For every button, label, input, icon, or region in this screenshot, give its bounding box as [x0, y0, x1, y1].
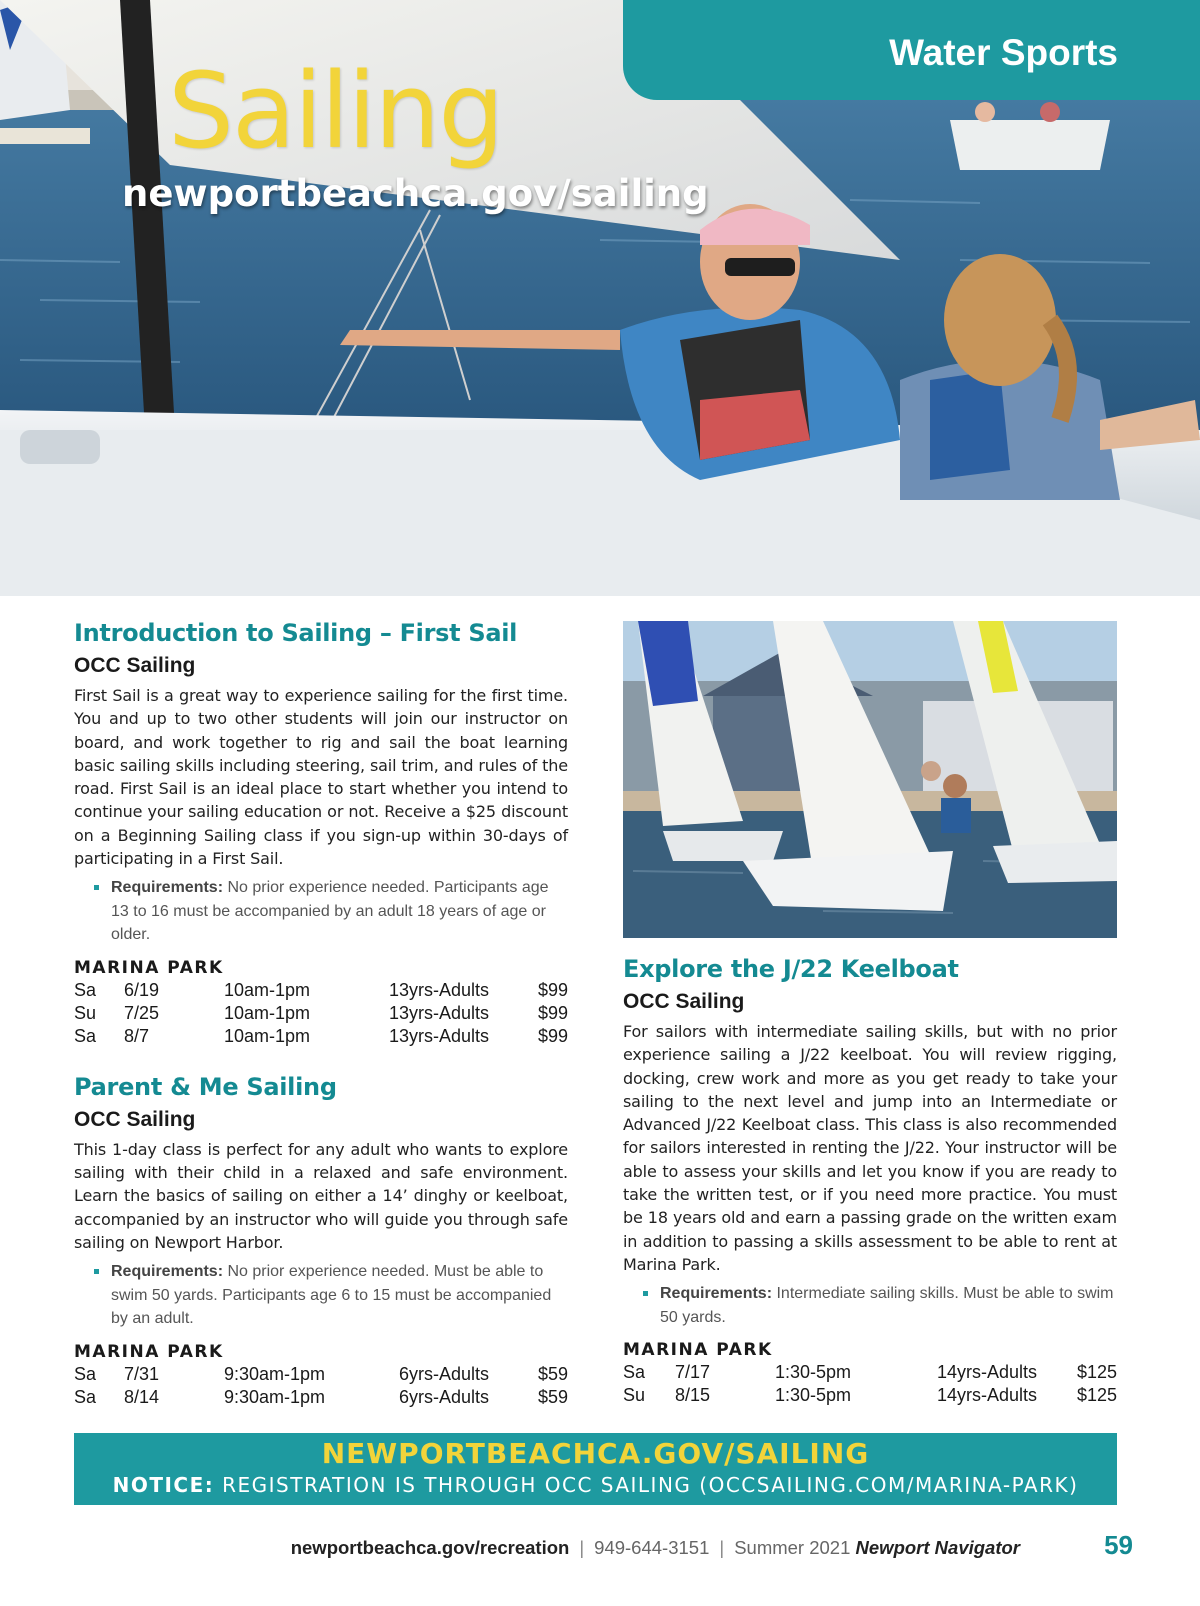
- schedule-time: 1:30-5pm: [775, 1385, 852, 1406]
- notice-banner: [74, 1433, 1117, 1505]
- section-tab-label: Water Sports: [889, 32, 1118, 73]
- schedule-date: 7/25: [124, 1002, 160, 1023]
- first-sail-description: First Sail is a great way to experience sailing for the first time. You and up to two other students will join our instructor on board, and work together to rig and sail the boat learning basic sailing skills including steering, sail trim, and rules of the road. First Sail is an ideal place to start whether you intend to continue your sailing education or not. Receive a $25 discount on a Beginning Sailing class if you sign-up within 30-days of participating in a First Sail.: [74, 686, 568, 869]
- schedule-age: 13yrs-Adults: [389, 979, 490, 1000]
- first-sail-requirements: [74, 876, 568, 947]
- schedule-date: 8/14: [124, 1386, 160, 1407]
- schedule-day: Su: [623, 1385, 646, 1406]
- schedule-day: Sa: [623, 1362, 646, 1383]
- requirements-text: No prior experience needed. Must be able to swim 50 yards. Participants age 6 to 15 must be accompanied by an adult.: [111, 1263, 552, 1328]
- schedule-time: 10am-1pm: [224, 1025, 311, 1046]
- parent-me-description: This 1-day class is perfect for any adult who wants to explore sailing with their child in a relaxed and safe environment. Learn the basics of sailing on either a 14’ dinghy or keelboat, accompanied by an instructor who will guide you through safe sailing on Newport Harbor.: [74, 1139, 568, 1253]
- table-row: [623, 1361, 1117, 1384]
- schedule-date: 8/15: [675, 1385, 711, 1406]
- footer-url-link[interactable]: newportbeachca.gov/recreation: [290, 1537, 570, 1558]
- footer-season: Summer 2021: [734, 1537, 851, 1558]
- table-row: [74, 1363, 568, 1386]
- schedule-date: 7/17: [675, 1362, 711, 1383]
- requirements-label: Requirements:: [111, 879, 224, 897]
- parent-me-schedule: [74, 1363, 568, 1409]
- keelboat-provider: OCC Sailing: [623, 990, 745, 1013]
- schedule-price: $99: [537, 1002, 568, 1023]
- schedule-date: 8/7: [124, 1025, 150, 1046]
- section-tab: [623, 0, 1200, 100]
- keelboat-photo-illustration: [623, 621, 1117, 938]
- keelboat-location: MARINA PARK: [623, 1340, 773, 1361]
- notice-body: REGISTRATION IS THROUGH OCC SAILING (OCCSAILING.COM/MARINA-PARK): [214, 1473, 1079, 1497]
- keelboat-description: For sailors with intermediate sailing skills, but with no prior experience sailing a J/22 keelboat. You will review rigging, docking, crew work and more as you get ready to take your sailing to the next level and jump into an Intermediate or Advanced J/22 Keelboat class. This class is also recommended for sailors interested in renting the J/22. Your instructor will be able to assess your skills and let you know if you are ready to take the written test, or if you need more practice. You must be 18 years old and earn a passing grade on the written exam in addition to passing a skills assessment to be able to rent at Marina Park.: [623, 1022, 1117, 1274]
- table-row: [74, 979, 568, 1002]
- schedule-price: $99: [537, 979, 568, 1000]
- bullet-icon: [643, 1291, 648, 1296]
- schedule-day: Su: [74, 1002, 97, 1023]
- schedule-age: 14yrs-Adults: [937, 1362, 1038, 1383]
- parent-me-section: [74, 1070, 568, 1409]
- page-footer: [291, 1537, 1020, 1559]
- schedule-price: $125: [1076, 1385, 1117, 1406]
- schedule-day: Sa: [74, 979, 97, 1000]
- requirements-text: No prior experience needed. Participants age 13 to 16 must be accompanied by an adult 18 years of age or older.: [111, 879, 549, 944]
- page-number: 59: [1104, 1530, 1133, 1560]
- notice-text: [74, 1471, 1117, 1499]
- table-row: [74, 1386, 568, 1409]
- right-column: [623, 621, 1117, 1407]
- bullet-icon: [94, 885, 99, 890]
- parent-me-location: MARINA PARK: [74, 1341, 224, 1362]
- parent-me-title: Parent & Me Sailing: [74, 1072, 337, 1101]
- schedule-price: $59: [537, 1386, 568, 1407]
- table-row: [74, 1002, 568, 1025]
- notice-label: NOTICE:: [112, 1473, 215, 1497]
- keelboat-title: Explore the J/22 Keelboat: [623, 955, 959, 983]
- parent-me-requirements: [74, 1260, 568, 1331]
- requirements-label: Requirements:: [111, 1263, 224, 1281]
- schedule-age: 6yrs-Adults: [399, 1363, 490, 1384]
- schedule-time: 10am-1pm: [224, 979, 311, 1000]
- notice-url-link[interactable]: NEWPORTBEACHCA.GOV/SAILING: [321, 1437, 870, 1470]
- first-sail-schedule: [74, 979, 568, 1048]
- hero-photo: [0, 0, 1200, 596]
- schedule-time: 9:30am-1pm: [224, 1386, 326, 1407]
- schedule-day: Sa: [74, 1025, 97, 1046]
- footer-publication: Newport Navigator: [855, 1537, 1020, 1558]
- page-title: Sailing: [168, 50, 503, 172]
- first-sail-section: [74, 616, 568, 1048]
- keelboat-photo: [623, 621, 1117, 938]
- keelboat-requirements: [623, 1282, 1117, 1329]
- schedule-price: $99: [537, 1025, 568, 1046]
- requirements-text: Intermediate sailing skills. Must be able to swim 50 yards.: [660, 1285, 1114, 1326]
- footer-divider: |: [719, 1537, 725, 1558]
- schedule-time: 10am-1pm: [224, 1002, 311, 1023]
- hero-url-link[interactable]: newportbeachca.gov/sailing: [122, 172, 709, 215]
- schedule-day: Sa: [74, 1386, 97, 1407]
- first-sail-title: Introduction to Sailing – First Sail: [74, 619, 518, 647]
- keelboat-schedule: [623, 1361, 1117, 1407]
- requirements-label: Requirements:: [660, 1285, 773, 1303]
- schedule-date: 7/31: [124, 1363, 160, 1384]
- schedule-age: 13yrs-Adults: [389, 1025, 490, 1046]
- schedule-time: 1:30-5pm: [775, 1362, 852, 1383]
- schedule-time: 9:30am-1pm: [224, 1363, 326, 1384]
- keelboat-section: [623, 952, 1117, 1407]
- schedule-age: 13yrs-Adults: [389, 1002, 490, 1023]
- schedule-price: $125: [1076, 1362, 1117, 1383]
- left-column: [74, 616, 568, 1409]
- bullet-icon: [94, 1269, 99, 1274]
- footer-phone: 949-644-3151: [594, 1537, 710, 1558]
- table-row: [74, 1025, 568, 1048]
- parent-me-provider: OCC Sailing: [74, 1107, 196, 1131]
- schedule-date: 6/19: [124, 979, 160, 1000]
- schedule-age: 14yrs-Adults: [937, 1385, 1038, 1406]
- schedule-price: $59: [537, 1363, 568, 1384]
- schedule-day: Sa: [74, 1363, 97, 1384]
- table-row: [623, 1384, 1117, 1407]
- first-sail-provider: OCC Sailing: [74, 654, 196, 677]
- footer-divider: |: [579, 1537, 585, 1558]
- first-sail-location: MARINA PARK: [74, 957, 224, 978]
- schedule-age: 6yrs-Adults: [399, 1386, 490, 1407]
